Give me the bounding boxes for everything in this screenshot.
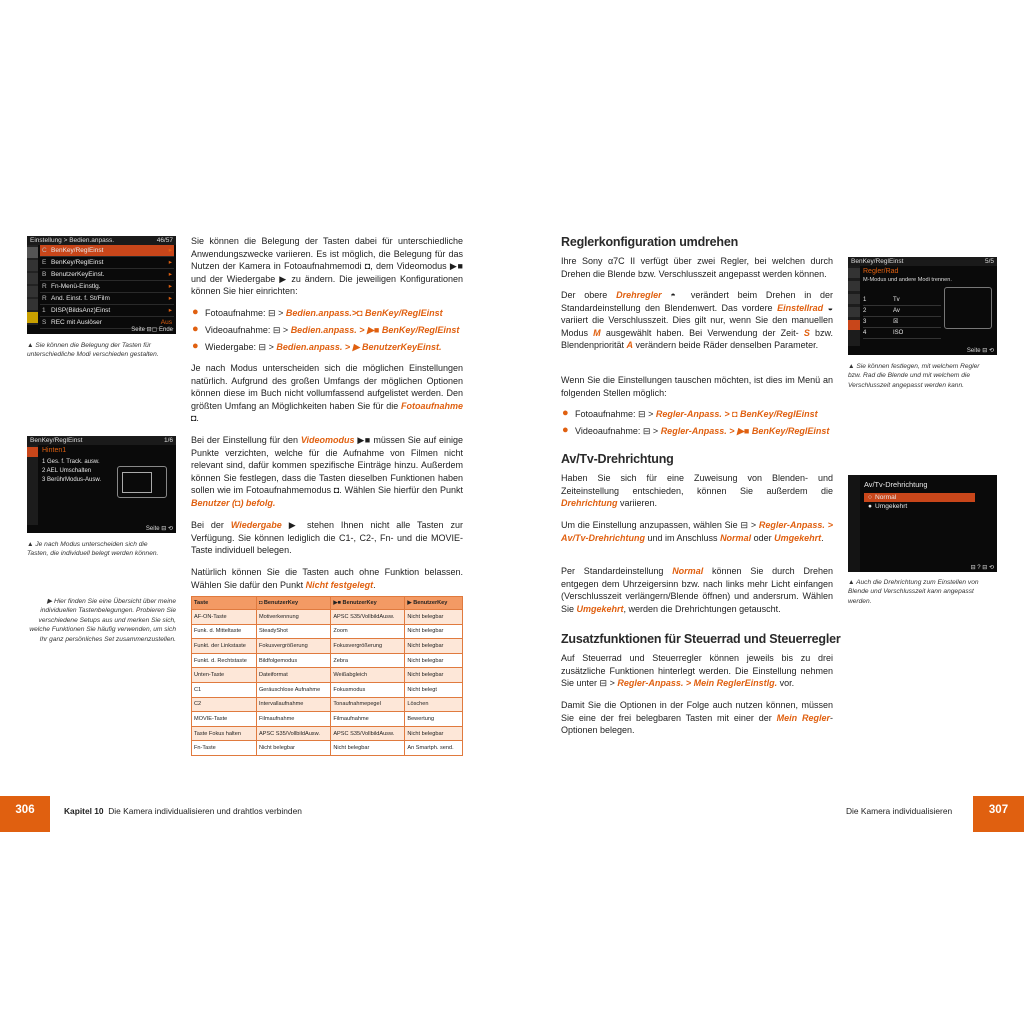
right-para-5: Um die Einstellung anzupassen, wählen Sie ⊟ > Regler-Anpass. > Av/Tv-Drehrichtung und im Anschluss Normal oder Umgekehrt. [561,520,833,543]
right-para-4: Haben Sie sich für eine Zuweisung von Blenden- und Zeiteinstellung entschieden, können Sie außerdem die Drehrichtung variieren. [561,473,833,509]
table-cell: Nicht belegbar [405,653,463,668]
menu-row-label: BenKey/ReglEinst [51,259,104,266]
chevron-right-icon: ▸ [168,271,172,278]
button-assignment-table [191,596,463,756]
camera-menu-screenshot-1 [27,236,176,334]
bullet-icon: ● [192,340,199,352]
footer-left: Kapitel 10 Die Kamera individualisieren und drahtlos verbinden [64,806,302,816]
table-row [192,682,463,697]
caption-2: ▲ Je nach Modus unterscheiden sich die Tasten, die individuell belegt werden können. [27,541,159,558]
caption-1: ▲ Sie können die Belegung der Tasten für unterschiedliche Modi verschieden gestalten. [27,342,159,359]
table-cell: Filmaufnahme [256,712,330,727]
radio-icon: ○ [868,494,872,501]
table-cell: APSC S35/VollbildAusw. [331,726,405,741]
menu-row-letter: E [42,259,47,266]
dial-function: Tv [893,297,900,303]
table-cell: Taste Fokus halten [192,726,257,741]
dial-row [863,328,941,339]
shot1-header-right: 46/57 [156,237,173,244]
tip-text: ▶ Hier finden Sie eine Übersicht über meine individuellen Tastenbelegungen. Probieren Sie verschiedene Setups aus und merken Sie sich, welche Funktionen Sie häufig verwenden, um sich Ihr ganz persönliches Set zusammenzustellen. [29,598,176,643]
table-cell: Zebra [331,653,405,668]
caption-4: ▲ Auch die Drehrichtung zum Einstellen von Blende und Verschlusszeit kann angepasst werden. [848,579,979,605]
table-cell: Tonaufnahmepegel [331,697,405,712]
shot3-title: Regler/Rad [863,268,899,275]
table-cell: Nicht belegbar [405,639,463,654]
shot3-footer: Seite ⊟ ⟲ [966,348,994,354]
table-cell: Bildfolgemodus [256,653,330,668]
right-para-7: Auf Steuerrad und Steuerregler können jeweils bis zu drei zusätzliche Funktionen hinterlegt werden. Die Einstellung nehmen Sie unter ⊟ > Regler-Anpass. > Mein ReglerEinstlg. vor. [561,653,833,689]
page-number-left: 306 [0,796,50,832]
chevron-right-icon: ▸ [168,259,172,266]
dial-number: 3 [863,319,867,325]
menu-row-label: And. Einst. f. St/Film [51,295,110,302]
heading-reglerkonfiguration: Reglerkonfiguration umdrehen [561,235,739,249]
bullet-icon: ● [192,306,199,318]
camera-body-icon [944,287,992,329]
table-cell: Zoom [331,624,405,639]
footer-right: Die Kamera individualisieren [846,806,953,816]
table-cell: Löschen [405,697,463,712]
shot2-title: Hinten1 [42,447,67,454]
table-row [192,624,463,639]
menu-row [40,245,174,257]
table-cell: Dateiformat [256,668,330,683]
table-cell: C2 [192,697,257,712]
table-cell: Fokusmodus [331,682,405,697]
para-4: Bei der Wiedergabe ▶ stehen Ihnen nicht alle Tasten zur Verfügung. Sie können lediglich die C1-, C2-, Fn- und die MOVIE-Taste individuell belegen. [191,520,463,556]
shot3-header-right: 5/5 [984,258,994,265]
table-cell: Nicht belegbar [405,726,463,741]
table-cell: MOVIE-Taste [192,712,257,727]
table-cell: Bewertung [405,712,463,727]
table-row [192,668,463,683]
shot1-header-left: Einstellung > Bedien.anpass. [30,237,115,244]
table-cell: Nicht belegbar [256,741,330,756]
table-cell: Nicht belegt [405,682,463,697]
shot4-footer: ⊟ ? ⊟ ⟲ [970,565,994,571]
table-cell: An Smartph. send. [405,741,463,756]
menu-row [40,281,174,293]
heading-avtv: Av/Tv-Drehrichtung [561,452,674,466]
camera-menu-screenshot-4 [848,475,997,572]
dial-number: 2 [863,308,867,314]
table-cell: Motiverkennung [256,610,330,625]
table-row [192,712,463,727]
bullet-icon: ● [192,323,199,335]
shot3-header-left: BenKey/ReglEinst [851,258,904,265]
shot2-sidebar [27,445,38,525]
bullet-item: ● Fotoaufnahme: ⊟ > Regler-Anpass. > ◘ BenKey/ReglEinst [562,407,818,419]
menu-row-letter: 1 [42,307,46,314]
table-row [192,639,463,654]
rotation-option [864,502,975,511]
menu-row [40,269,174,281]
bullet-item: ● Videoaufnahme: ⊟ > Regler-Anpass. > ▶■ BenKey/ReglEinst [562,424,830,436]
dial-number: 4 [863,330,867,336]
table-row [192,726,463,741]
menu-row-letter: R [42,283,47,290]
table-row [192,610,463,625]
right-para-1: Ihre Sony α7C II verfügt über zwei Regler, bei welchen durch Drehen die Blende bzw. Verschlusszeit angepasst werden können. [561,256,833,279]
table-cell: Funkt. d. Rechtstaste [192,653,257,668]
bullet-item: ● Videoaufnahme: ⊟ > Bedien.anpass. > ▶■ BenKey/ReglEinst [192,323,460,335]
table-cell: Nicht belegbar [405,624,463,639]
bullet-icon: ● [562,407,569,419]
dial-function: Av [893,308,900,314]
shot2-header-right: 1/6 [163,437,173,444]
table-row [192,653,463,668]
table-cell: C1 [192,682,257,697]
menu-row-letter: S [42,319,47,326]
assignment-item: 3 BerührModus-Ausw. [42,477,102,483]
right-para-3: Wenn Sie die Einstellungen tauschen möchten, ist dies im Menü an folgenden Stellen möglich: [561,375,833,398]
dial-row [863,295,941,306]
page-number-right: 307 [973,796,1024,832]
table-cell: Nicht belegbar [405,610,463,625]
chevron-right-icon: ▸ [168,295,172,302]
radio-icon: ● [868,503,872,510]
right-para-6: Per Standardeinstellung Normal können Sie durch Drehen entgegen dem Uhrzeigersinn bzw. nach links mehr Licht einfangen (Verschlusszeit verlängern/Blende öffnen) und andersrum. Wählen Sie Umgekehrt, werden die Drehrichtungen getauscht. [561,566,833,614]
table-header: ◘ BenutzerKey [256,597,330,610]
table-cell: Fn-Taste [192,741,257,756]
dial-row [863,317,941,328]
table-cell: APSC S35/VollbildAusw. [331,610,405,625]
menu-row [40,305,174,317]
table-cell: Funk. d. Mitteltaste [192,624,257,639]
dial-function: ☒ [893,319,899,325]
para-2: Je nach Modus unterscheiden sich die möglichen Einstellungen natürlich. Aufgrund des großen Umfangs der möglichen Optionen können diese im Buch nicht vollumfassend aufgelistet werden. Den größten Umfang an Möglichkeiten haben Sie für die Fotoaufnahme ◘. [191,363,463,424]
camera-menu-screenshot-2 [27,436,176,533]
menu-row-letter: C [42,247,47,254]
chevron-right-icon: ▸ [168,307,172,314]
dial-function: ISO [893,330,904,336]
para-3: Bei der Einstellung für den Videomodus ▶■ müssen Sie auf einige Punkte verzichten, welche für die Aufnahme von Filmen nicht relevant sind, dafür kommen spezifische Einträge hinzu. Außerdem können Sie festlegen, dass die Tasten dieselben Funktionen haben sollen wie im Fotoaufnahmemodus ◘. Wählen Sie hierfür den Punkt Benutzer (◘) befolg. [191,435,463,508]
assignment-item: 1 Ges. f. Track. ausw. [42,459,100,465]
option-label: Normal [874,494,897,501]
heading-zusatzfunktionen: Zusatzfunktionen für Steuerrad und Steuerregler [561,632,841,646]
table-row [192,741,463,756]
table-cell: Fokusvergrößerung [331,639,405,654]
table-cell: Nicht belegbar [405,668,463,683]
table-cell: SteadyShot [256,624,330,639]
dial-number: 1 [863,297,867,303]
menu-row-label: Fn-Menü-Einstlg. [51,283,101,290]
bullet-item: ● Fotoaufnahme: ⊟ > Bedien.anpass.>◘ BenKey/ReglEinst [192,306,443,318]
shot4-sidebar [848,475,860,572]
chevron-right-icon: ▸ [168,283,172,290]
shot1-footer: Seite ⊟▢ Ende [131,327,173,333]
table-cell: Geräuschlose Aufnahme [256,682,330,697]
table-cell: Nicht belegbar [331,741,405,756]
menu-row [40,257,174,269]
shot1-sidebar [27,245,38,325]
right-para-2: Der obere Drehregler ◓ verändert beim Drehen in der Standardeinstellung den Blendenwert. Das vordere Einstellrad ◒ variiert die Verschlusszeit. Dies gilt nur, wenn Sie den manuellen Modus M ausgewählt haben. Bei Verwendung der Zeit- S bzw. Blendenpriorität A verändern beide Räder denselben Parameter. [561,290,834,351]
table-cell: Filmaufnahme [331,712,405,727]
assignment-item: 2 AEL Umschalten [42,468,92,474]
table-cell: Intervallaufnahme [256,697,330,712]
table-cell: Unten-Taste [192,668,257,683]
menu-row [40,293,174,305]
shot2-header-left: BenKey/ReglEinst [30,437,83,444]
table-header: ▶■ BenutzerKey [331,597,405,610]
chevron-right-icon: ▸ [168,247,172,254]
table-cell: Funkt. der Linkstaste [192,639,257,654]
camera-body-icon [117,466,167,498]
bullet-item: ● Wiedergabe: ⊟ > Bedien.anpass. > ▶ BenutzerKeyEinst. [192,340,442,352]
right-para-8: Damit Sie die Optionen in der Folge auch nutzen können, müssen Sie eine der frei belegbaren Tasten mit einer der Mein Regler-Optionen belegen. [561,700,834,736]
shot3-subtitle: M-Modus und andere Modi trennen. [863,277,952,283]
menu-row-label: BenKey/ReglEinst [51,247,104,254]
table-cell: APSC S35/VollbildAusw. [256,726,330,741]
menu-row-value: Aus [160,319,172,326]
menu-row-letter: R [42,295,47,302]
table-cell: AF-ON-Taste [192,610,257,625]
table-row [192,697,463,712]
menu-row-letter: B [42,271,47,278]
rotation-option [864,493,975,502]
bullet-icon: ● [562,424,569,436]
camera-menu-screenshot-3 [848,257,997,355]
table-cell: Fokusvergrößerung [256,639,330,654]
caption-3: ▲ Sie können festlegen, mit welchem Regler bzw. Rad die Blende und mit welchem die Verschlusszeit angepasst werden kann. [848,363,980,389]
para-1: Sie können die Belegung der Tasten dabei für unterschiedliche Anwendungszwecke variieren. Es ist möglich, die Belegung für das Nutzen der Kamera in Fotoaufnahmemodi ◘, dem Videomodus ▶■ und der Wiedergabe ▶ zu ändern. Die jeweiligen Konfigurationen können Sie hier einrichten: [191,236,463,297]
shot4-title: Av/Tv-Drehrichtung [864,480,928,489]
shot2-footer: Seite ⊟ ⟲ [145,526,173,532]
table-cell: Weißabgleich [331,668,405,683]
table-header: Taste [192,597,257,610]
para-5: Natürlich können Sie die Tasten auch ohne Funktion belassen. Wählen Sie dafür den Punkt Nicht festgelegt. [191,567,463,590]
menu-row-label: BenutzerKeyEinst. [51,271,105,278]
menu-row-label: DISP(BildsAnz)Einst [51,307,111,314]
option-label: Umgekehrt [874,503,908,510]
dial-row [863,306,941,317]
table-header: ▶ BenutzerKey [405,597,463,610]
shot3-sidebar [848,266,860,346]
menu-row-label: REC mit Auslöser [51,319,102,326]
